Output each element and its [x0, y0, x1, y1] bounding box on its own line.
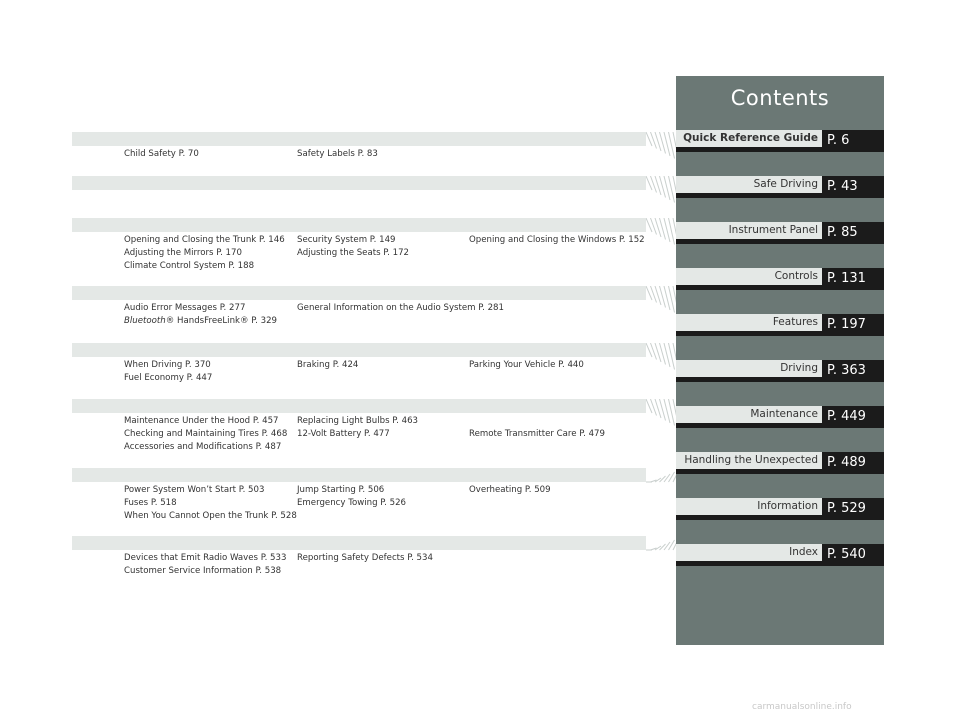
toc-entry[interactable]: Security System P. 149 [297, 235, 396, 245]
toc-entry[interactable]: 12-Volt Battery P. 477 [297, 429, 390, 439]
chapter-tab-underline [676, 561, 822, 566]
section-header-bar [72, 218, 646, 232]
toc-entry[interactable]: Jump Starting P. 506 [297, 485, 385, 495]
toc-entry[interactable]: Braking P. 424 [297, 360, 359, 370]
toc-entry[interactable]: When Driving P. 370 [124, 360, 211, 370]
chapter-tab[interactable] [676, 130, 884, 152]
section-header-bar [72, 286, 646, 300]
chapter-tab[interactable] [676, 498, 884, 520]
toc-entry[interactable]: Overheating P. 509 [469, 485, 551, 495]
chapter-tab-label: Index [676, 544, 822, 566]
section-header-bar [72, 343, 646, 357]
toc-entry[interactable]: Fuel Economy P. 447 [124, 373, 213, 383]
toc-entry[interactable]: Climate Control System P. 188 [124, 261, 255, 271]
toc-entry[interactable]: Opening and Closing the Trunk P. 146 [124, 235, 285, 245]
toc-entry[interactable]: Bluetooth® HandsFreeLink® P. 329 [124, 316, 278, 326]
chapter-tab-underline [676, 331, 822, 336]
toc-entry[interactable]: Child Safety P. 70 [124, 149, 199, 159]
chapter-tab-page: P. 43 [822, 176, 884, 198]
chapter-tab[interactable] [676, 176, 884, 198]
chapter-tab-underline [676, 515, 822, 520]
chapter-tab-label: Quick Reference Guide [676, 130, 822, 152]
section-header-bar [72, 536, 646, 550]
chapter-tab-page: P. 85 [822, 222, 884, 244]
section-header-bar [72, 132, 646, 146]
chapter-tab[interactable] [676, 222, 884, 244]
chapter-tab[interactable] [676, 406, 884, 428]
toc-entry[interactable]: Adjusting the Seats P. 172 [297, 248, 410, 258]
chapter-tab-underline [676, 285, 822, 290]
panel-title: Contents [730, 86, 830, 110]
toc-entry[interactable]: Devices that Emit Radio Waves P. 533 [124, 553, 287, 563]
toc-entry[interactable]: Checking and Maintaining Tires P. 468 [124, 429, 288, 439]
toc-entry[interactable]: Adjusting the Mirrors P. 170 [124, 248, 242, 258]
chapter-tab-page: P. 540 [822, 544, 884, 566]
toc-entry[interactable]: Replacing Light Bulbs P. 463 [297, 416, 419, 426]
chapter-tab-label: Controls [676, 268, 822, 290]
chapter-tab[interactable] [676, 360, 884, 382]
toc-entry[interactable]: Maintenance Under the Hood P. 457 [124, 416, 279, 426]
chapter-tab-page: P. 363 [822, 360, 884, 382]
toc-entry[interactable]: Opening and Closing the Windows P. 152 [469, 235, 645, 245]
chapter-tab[interactable] [676, 452, 884, 474]
chapter-tab-page: P. 6 [822, 130, 884, 152]
toc-entry[interactable]: Accessories and Modifications P. 487 [124, 442, 282, 452]
toc-entry[interactable]: Remote Transmitter Care P. 479 [469, 429, 605, 439]
toc-entry[interactable]: Emergency Towing P. 526 [297, 498, 407, 508]
toc-entry[interactable]: Safety Labels P. 83 [297, 149, 378, 159]
chapter-tab-page: P. 489 [822, 452, 884, 474]
chapter-tab-label: Driving [676, 360, 822, 382]
chapter-tab-underline [676, 193, 822, 198]
chapter-tab-page: P. 131 [822, 268, 884, 290]
contents-panel [676, 76, 884, 645]
watermark: carmanualsonline.info [752, 702, 852, 712]
toc-entry[interactable]: Customer Service Information P. 538 [124, 566, 282, 576]
chapter-tab-page: P. 529 [822, 498, 884, 520]
chapter-tab-label: Maintenance [676, 406, 822, 428]
chapter-tab-underline [676, 423, 822, 428]
section-header-bar [72, 176, 646, 190]
toc-entry[interactable]: Reporting Safety Defects P. 534 [297, 553, 433, 563]
toc-entry[interactable]: Power System Won’t Start P. 503 [124, 485, 265, 495]
chapter-tab[interactable] [676, 544, 884, 566]
toc-entry[interactable]: Parking Your Vehicle P. 440 [469, 360, 584, 370]
chapter-tab-underline [676, 239, 822, 244]
chapter-tab-label: Features [676, 314, 822, 336]
chapter-tab[interactable] [676, 268, 884, 290]
section-header-bar [72, 399, 646, 413]
chapter-tab-underline [676, 377, 822, 382]
toc-entry[interactable]: Fuses P. 518 [124, 498, 177, 508]
toc-entry[interactable]: When You Cannot Open the Trunk P. 528 [124, 511, 297, 521]
toc-entry[interactable]: Audio Error Messages P. 277 [124, 303, 246, 313]
chapter-tab-label: Safe Driving [676, 176, 822, 198]
chapter-tab-underline [676, 469, 822, 474]
chapter-tab-label: Handling the Unexpected [676, 452, 822, 474]
chapter-tab-page: P. 449 [822, 406, 884, 428]
chapter-tab[interactable] [676, 314, 884, 336]
chapter-tab-page: P. 197 [822, 314, 884, 336]
chapter-tab-label: Information [676, 498, 822, 520]
section-header-bar [72, 468, 646, 482]
chapter-tab-label: Instrument Panel [676, 222, 822, 244]
toc-entry[interactable]: General Information on the Audio System P. 281 [297, 303, 504, 313]
chapter-tab-underline [676, 147, 822, 152]
